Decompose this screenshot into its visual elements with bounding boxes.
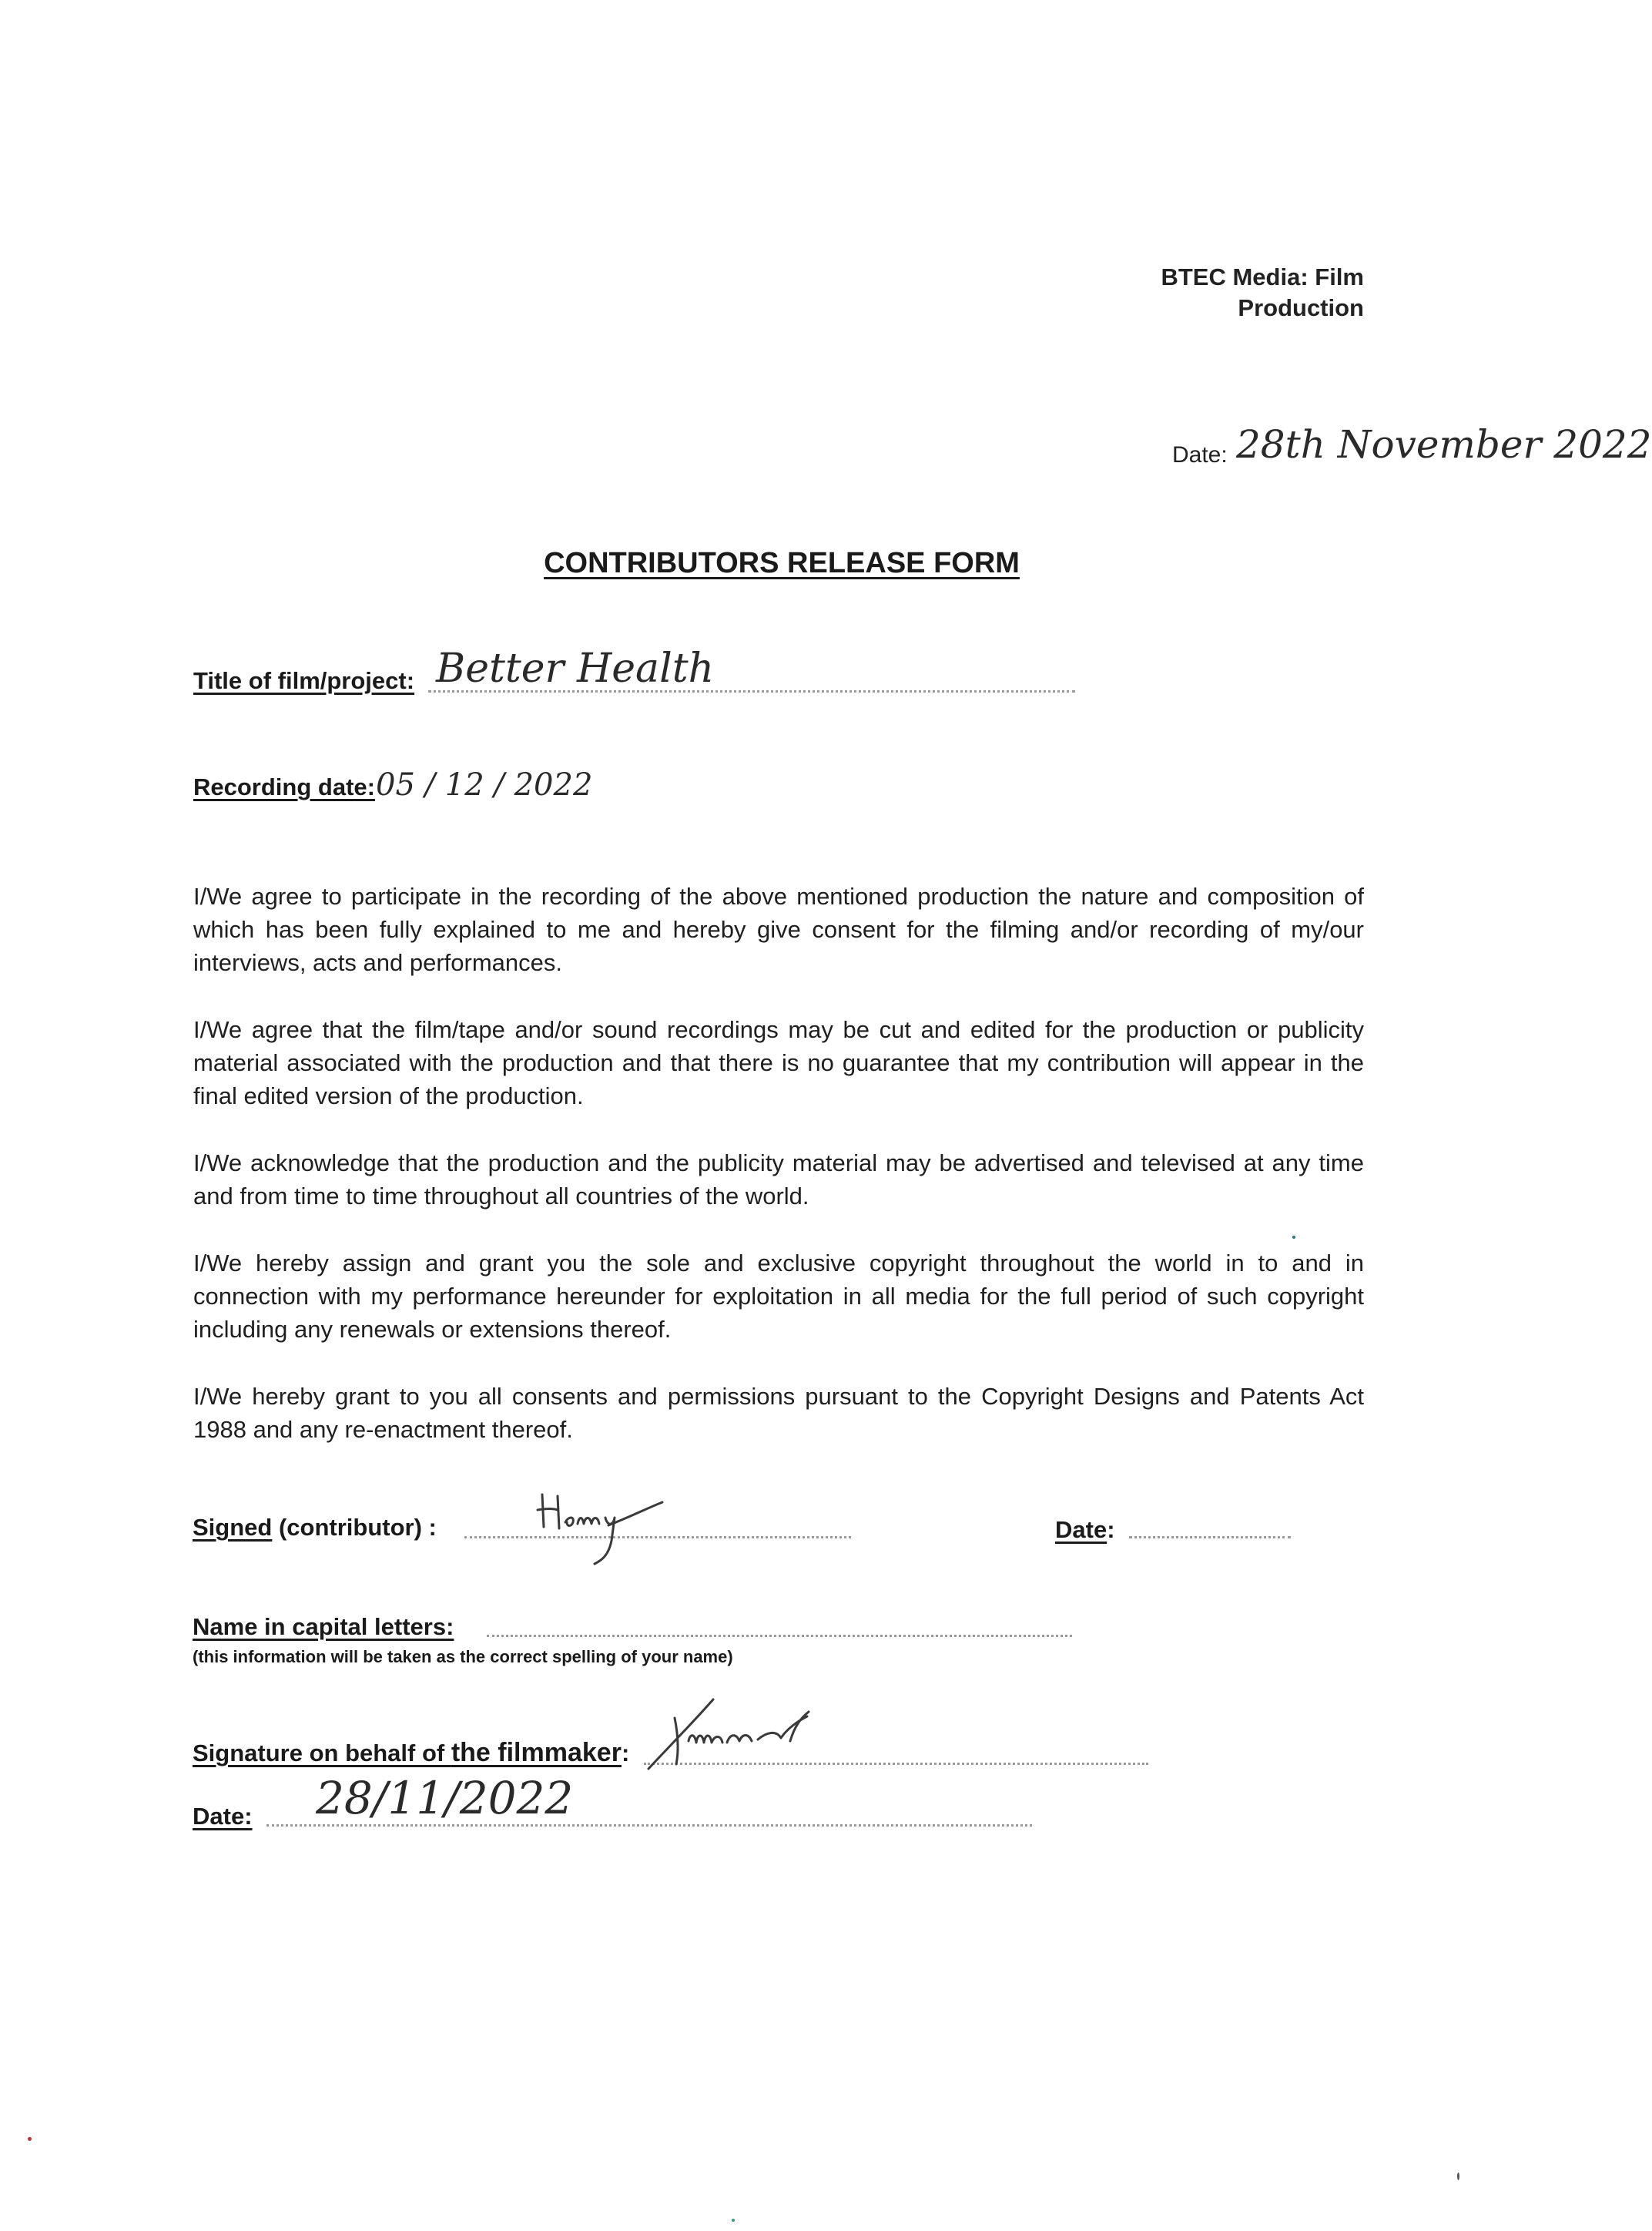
organisation-line-2: Production [1238,294,1364,321]
contributor-date-label [1055,1516,1115,1544]
contributor-signed-label [193,1514,437,1542]
film-title-value[interactable]: Better Health [436,646,715,692]
agreement-paragraph-3: I/We acknowledge that the production and the publicity material may be advertised and televised at any time and from time to time throughout all countries of the world. [193,1149,1364,1209]
agreement-paragraph-1: I/We agree to participate in the recording of the above mentioned production the nature and composition of which has been fully explained to me and hereby give consent for the filming and/or recording of my/our interviews, acts and performances. [193,883,1364,976]
contributor-date-field[interactable] [1129,1536,1291,1538]
contributor-signature-mark [531,1487,685,1572]
signed-word: Signed [193,1514,273,1541]
agreement-paragraph-5: I/We hereby grant to you all consents and permissions pursuant to the Copyright Designs and Patents Act 1988 and any re-enactment thereof. [193,1383,1364,1443]
name-capitals-label: Name in capital letters: [193,1613,454,1640]
recording-date-label: Recording date: [193,773,375,800]
agreement-paragraph-4: I/We hereby assign and grant you the sole and exclusive copyright throughout the world in to and in connection with my performance hereunder for exploitation in all media for the full period of such copyright including any renewals or extensions thereof. [193,1250,1364,1343]
contributor-signature[interactable] [531,1487,685,1572]
filmmaker-signature[interactable] [644,1695,829,1780]
name-capitals-field[interactable] [487,1635,1072,1637]
scan-speck [1292,1236,1295,1239]
signed-rest: (contributor) : [272,1514,437,1541]
agreement-paragraph-2: I/We agree that the film/tape and/or sound recordings may be cut and edited for the production or publicity material associated with the production and that there is no guarantee that my contribution will appear in the final edited version of the production. [193,1016,1364,1109]
filmmaker-signature-label [193,1738,629,1768]
header-date-label: Date: [1172,442,1228,468]
contributor-date-colon: : [1107,1516,1115,1543]
filmmaker-signature-mark [644,1695,829,1780]
film-title-label: Title of film/project: [193,667,415,694]
filmmaker-label-part-b: the filmmaker [451,1738,622,1767]
final-date-label: Date: [193,1803,253,1830]
contributor-signature-text [685,1487,686,1488]
scan-speck [732,2219,735,2222]
form-title: CONTRIBUTORS RELEASE FORM [544,547,1020,579]
final-date-dotted-line [266,1824,1032,1827]
scan-speck [28,2137,32,2141]
filmmaker-label-part-c: : [621,1740,630,1766]
contributor-date-word: Date [1055,1516,1107,1543]
header-date-value: 28th November 2022 [1236,422,1652,467]
name-spelling-note: (this information will be taken as the correct spelling of your name) [193,1647,733,1666]
final-date-value[interactable]: 28/11/2022 [316,1772,574,1824]
organisation-heading [902,262,1364,324]
scan-speck [1457,2172,1459,2180]
organisation-line-1: BTEC Media: Film [1161,263,1364,290]
recording-date-value[interactable]: 05 / 12 / 2022 [376,767,593,803]
agreement-text [193,880,1364,1480]
filmmaker-label-part-a: Signature on behalf of [193,1740,451,1766]
